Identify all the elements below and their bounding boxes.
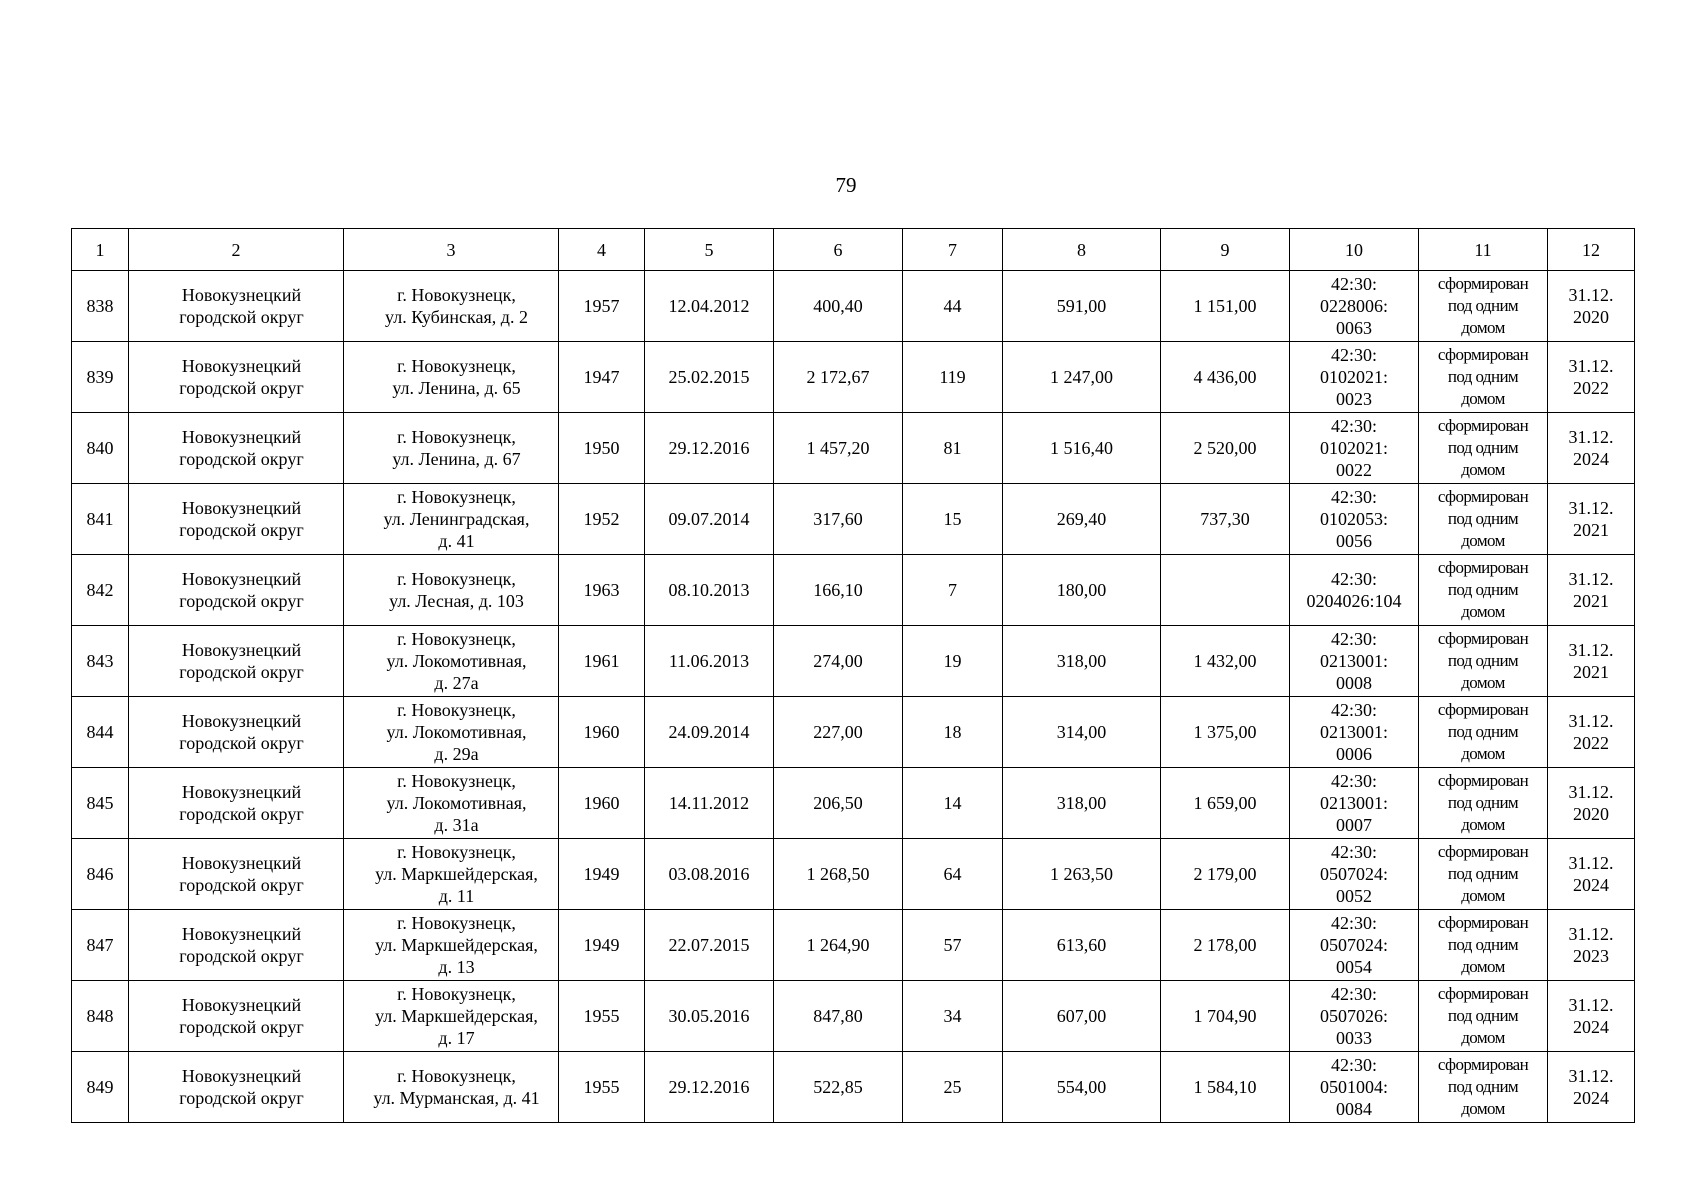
column-header: 2	[129, 229, 344, 271]
table-cell-col-9: 2 179,00	[1161, 839, 1290, 910]
table-cell-col-7: 57	[903, 910, 1003, 981]
table-cell-col-5: 09.07.2014	[645, 484, 774, 555]
table-cell-col-2: Новокузнецкий городской округ	[129, 839, 344, 910]
table-cell-col-3: г. Новокузнецк, ул. Локомотивная, д. 29а	[344, 697, 559, 768]
table-cell-col-8: 318,00	[1003, 768, 1161, 839]
table-cell-col-5: 29.12.2016	[645, 1052, 774, 1123]
table-cell-col-12: 31.12. 2021	[1548, 484, 1635, 555]
table-cell-col-1: 848	[72, 981, 129, 1052]
table-cell-col-5: 25.02.2015	[645, 342, 774, 413]
column-header: 1	[72, 229, 129, 271]
table-cell-col-7: 64	[903, 839, 1003, 910]
table-cell-col-11: сформирован под одним домом	[1419, 484, 1548, 555]
table-cell-col-2: Новокузнецкий городской округ	[129, 626, 344, 697]
table-cell-col-2: Новокузнецкий городской округ	[129, 768, 344, 839]
table-cell-col-6: 317,60	[774, 484, 903, 555]
table-cell-col-8: 318,00	[1003, 626, 1161, 697]
table-cell-col-3: г. Новокузнецк, ул. Лесная, д. 103	[344, 555, 559, 626]
table-row	[72, 271, 1635, 342]
table-cell-col-6: 166,10	[774, 555, 903, 626]
table-cell-col-12: 31.12. 2024	[1548, 413, 1635, 484]
column-header: 11	[1419, 229, 1548, 271]
page-number	[0, 172, 1697, 198]
table-cell-col-7: 119	[903, 342, 1003, 413]
table-cell-col-5: 11.06.2013	[645, 626, 774, 697]
table-cell-col-12: 31.12. 2024	[1548, 839, 1635, 910]
table-row	[72, 768, 1635, 839]
table-cell-col-10: 42:30: 0228006: 0063	[1290, 271, 1419, 342]
table-cell-col-1: 838	[72, 271, 129, 342]
table-cell-col-1: 849	[72, 1052, 129, 1123]
page-number-text: 79	[835, 173, 857, 197]
table-cell-col-4: 1955	[559, 981, 645, 1052]
table-cell-col-2: Новокузнецкий городской округ	[129, 271, 344, 342]
column-header: 8	[1003, 229, 1161, 271]
table-cell-col-5: 14.11.2012	[645, 768, 774, 839]
table-cell-col-8: 1 516,40	[1003, 413, 1161, 484]
table-cell-col-3: г. Новокузнецк, ул. Маркшейдерская, д. 11	[344, 839, 559, 910]
table-cell-col-10: 42:30: 0507024: 0052	[1290, 839, 1419, 910]
table-cell-col-3: г. Новокузнецк, ул. Маркшейдерская, д. 13	[344, 910, 559, 981]
table-cell-col-2: Новокузнецкий городской округ	[129, 1052, 344, 1123]
table-cell-col-7: 25	[903, 1052, 1003, 1123]
table-cell-col-2: Новокузнецкий городской округ	[129, 484, 344, 555]
table-cell-col-2: Новокузнецкий городской округ	[129, 342, 344, 413]
table-cell-col-1: 847	[72, 910, 129, 981]
table-cell-col-6: 227,00	[774, 697, 903, 768]
table-cell-col-8: 314,00	[1003, 697, 1161, 768]
table-cell-col-4: 1961	[559, 626, 645, 697]
table-cell-col-8: 591,00	[1003, 271, 1161, 342]
table-cell-col-9: 1 432,00	[1161, 626, 1290, 697]
table-cell-col-4: 1957	[559, 271, 645, 342]
column-header: 10	[1290, 229, 1419, 271]
table-cell-col-8: 1 247,00	[1003, 342, 1161, 413]
table-cell-col-1: 839	[72, 342, 129, 413]
table-cell-col-11: сформирован под одним домом	[1419, 910, 1548, 981]
table-cell-col-1: 840	[72, 413, 129, 484]
table-row	[72, 484, 1635, 555]
table-cell-col-2: Новокузнецкий городской округ	[129, 555, 344, 626]
table-cell-col-8: 613,60	[1003, 910, 1161, 981]
table-cell-col-12: 31.12. 2022	[1548, 697, 1635, 768]
table-row	[72, 555, 1635, 626]
table-cell-col-10: 42:30: 0102053: 0056	[1290, 484, 1419, 555]
table-cell-col-8: 269,40	[1003, 484, 1161, 555]
table-cell-col-9: 2 178,00	[1161, 910, 1290, 981]
table-cell-col-10: 42:30: 0102021: 0022	[1290, 413, 1419, 484]
table-cell-col-5: 12.04.2012	[645, 271, 774, 342]
table-cell-col-1: 841	[72, 484, 129, 555]
table-cell-col-6: 1 457,20	[774, 413, 903, 484]
table-cell-col-6: 847,80	[774, 981, 903, 1052]
table-cell-col-2: Новокузнецкий городской округ	[129, 910, 344, 981]
table-cell-col-11: сформирован под одним домом	[1419, 839, 1548, 910]
table-cell-col-7: 18	[903, 697, 1003, 768]
table-cell-col-5: 24.09.2014	[645, 697, 774, 768]
table-cell-col-1: 846	[72, 839, 129, 910]
table-cell-col-11: сформирован под одним домом	[1419, 1052, 1548, 1123]
table-row	[72, 342, 1635, 413]
table-cell-col-2: Новокузнецкий городской округ	[129, 413, 344, 484]
column-header: 3	[344, 229, 559, 271]
table-cell-col-1: 842	[72, 555, 129, 626]
table-cell-col-12: 31.12. 2023	[1548, 910, 1635, 981]
table-cell-col-8: 180,00	[1003, 555, 1161, 626]
table-cell-col-6: 2 172,67	[774, 342, 903, 413]
table-cell-col-8: 1 263,50	[1003, 839, 1161, 910]
table-cell-col-1: 843	[72, 626, 129, 697]
table-cell-col-9: 1 151,00	[1161, 271, 1290, 342]
table-cell-col-12: 31.12. 2022	[1548, 342, 1635, 413]
table-cell-col-9: 1 704,90	[1161, 981, 1290, 1052]
table-cell-col-1: 844	[72, 697, 129, 768]
table-cell-col-4: 1960	[559, 768, 645, 839]
table-row	[72, 626, 1635, 697]
table-cell-col-5: 03.08.2016	[645, 839, 774, 910]
table-cell-col-11: сформирован под одним домом	[1419, 981, 1548, 1052]
table-cell-col-3: г. Новокузнецк, ул. Локомотивная, д. 31а	[344, 768, 559, 839]
table-cell-col-10: 42:30: 0213001: 0006	[1290, 697, 1419, 768]
table-cell-col-10: 42:30: 0213001: 0008	[1290, 626, 1419, 697]
table-cell-col-11: сформирован под одним домом	[1419, 697, 1548, 768]
table-cell-col-11: сформирован под одним домом	[1419, 626, 1548, 697]
table-cell-col-10: 42:30: 0507026: 0033	[1290, 981, 1419, 1052]
table-cell-col-3: г. Новокузнецк, ул. Ленинградская, д. 41	[344, 484, 559, 555]
table-cell-col-9: 1 659,00	[1161, 768, 1290, 839]
table-cell-col-11: сформирован под одним домом	[1419, 555, 1548, 626]
table-cell-col-4: 1963	[559, 555, 645, 626]
column-number-header-row	[72, 229, 1635, 271]
table-cell-col-7: 19	[903, 626, 1003, 697]
table-row	[72, 910, 1635, 981]
table-cell-col-9: 737,30	[1161, 484, 1290, 555]
table-cell-col-7: 34	[903, 981, 1003, 1052]
table-cell-col-3: г. Новокузнецк, ул. Маркшейдерская, д. 17	[344, 981, 559, 1052]
table-cell-col-9: 1 584,10	[1161, 1052, 1290, 1123]
table-cell-col-7: 14	[903, 768, 1003, 839]
table-cell-col-6: 400,40	[774, 271, 903, 342]
table-cell-col-9	[1161, 555, 1290, 626]
table-cell-col-3: г. Новокузнецк, ул. Ленина, д. 65	[344, 342, 559, 413]
table-cell-col-8: 554,00	[1003, 1052, 1161, 1123]
table-cell-col-7: 44	[903, 271, 1003, 342]
table-cell-col-9: 4 436,00	[1161, 342, 1290, 413]
table-cell-col-5: 08.10.2013	[645, 555, 774, 626]
table-cell-col-10: 42:30: 0204026:104	[1290, 555, 1419, 626]
table-cell-col-4: 1955	[559, 1052, 645, 1123]
table-row	[72, 1052, 1635, 1123]
table-cell-col-2: Новокузнецкий городской округ	[129, 697, 344, 768]
table-cell-col-4: 1949	[559, 910, 645, 981]
table-cell-col-4: 1947	[559, 342, 645, 413]
table-cell-col-3: г. Новокузнецк, ул. Ленина, д. 67	[344, 413, 559, 484]
table-cell-col-10: 42:30: 0507024: 0054	[1290, 910, 1419, 981]
table-cell-col-4: 1950	[559, 413, 645, 484]
table-cell-col-3: г. Новокузнецк, ул. Мурманская, д. 41	[344, 1052, 559, 1123]
table-cell-col-7: 15	[903, 484, 1003, 555]
table-cell-col-3: г. Новокузнецк, ул. Кубинская, д. 2	[344, 271, 559, 342]
column-header: 6	[774, 229, 903, 271]
table-cell-col-4: 1949	[559, 839, 645, 910]
table-cell-col-1: 845	[72, 768, 129, 839]
column-header: 5	[645, 229, 774, 271]
table-cell-col-12: 31.12. 2021	[1548, 626, 1635, 697]
table-cell-col-3: г. Новокузнецк, ул. Локомотивная, д. 27а	[344, 626, 559, 697]
table-cell-col-4: 1952	[559, 484, 645, 555]
table-cell-col-12: 31.12. 2020	[1548, 768, 1635, 839]
table-cell-col-11: сформирован под одним домом	[1419, 342, 1548, 413]
table-cell-col-11: сформирован под одним домом	[1419, 271, 1548, 342]
column-header: 4	[559, 229, 645, 271]
table-cell-col-10: 42:30: 0102021: 0023	[1290, 342, 1419, 413]
table-cell-col-6: 1 264,90	[774, 910, 903, 981]
table-row	[72, 981, 1635, 1052]
table-cell-col-8: 607,00	[1003, 981, 1161, 1052]
table-cell-col-6: 274,00	[774, 626, 903, 697]
table-row	[72, 839, 1635, 910]
table-row	[72, 413, 1635, 484]
table-cell-col-6: 206,50	[774, 768, 903, 839]
table-cell-col-11: сформирован под одним домом	[1419, 768, 1548, 839]
table-cell-col-7: 7	[903, 555, 1003, 626]
housing-registry-table	[71, 228, 1635, 1123]
table-cell-col-6: 1 268,50	[774, 839, 903, 910]
table-cell-col-10: 42:30: 0501004: 0084	[1290, 1052, 1419, 1123]
table-cell-col-11: сформирован под одним домом	[1419, 413, 1548, 484]
table-cell-col-9: 2 520,00	[1161, 413, 1290, 484]
column-header: 12	[1548, 229, 1635, 271]
column-header: 7	[903, 229, 1003, 271]
table-cell-col-10: 42:30: 0213001: 0007	[1290, 768, 1419, 839]
table-cell-col-7: 81	[903, 413, 1003, 484]
table-cell-col-2: Новокузнецкий городской округ	[129, 981, 344, 1052]
table-cell-col-5: 30.05.2016	[645, 981, 774, 1052]
table-cell-col-4: 1960	[559, 697, 645, 768]
table-row	[72, 697, 1635, 768]
table-cell-col-12: 31.12. 2024	[1548, 981, 1635, 1052]
table-cell-col-9: 1 375,00	[1161, 697, 1290, 768]
table-cell-col-12: 31.12. 2020	[1548, 271, 1635, 342]
table-cell-col-12: 31.12. 2021	[1548, 555, 1635, 626]
table-cell-col-12: 31.12. 2024	[1548, 1052, 1635, 1123]
table-cell-col-5: 29.12.2016	[645, 413, 774, 484]
table-cell-col-6: 522,85	[774, 1052, 903, 1123]
column-header: 9	[1161, 229, 1290, 271]
table-cell-col-5: 22.07.2015	[645, 910, 774, 981]
